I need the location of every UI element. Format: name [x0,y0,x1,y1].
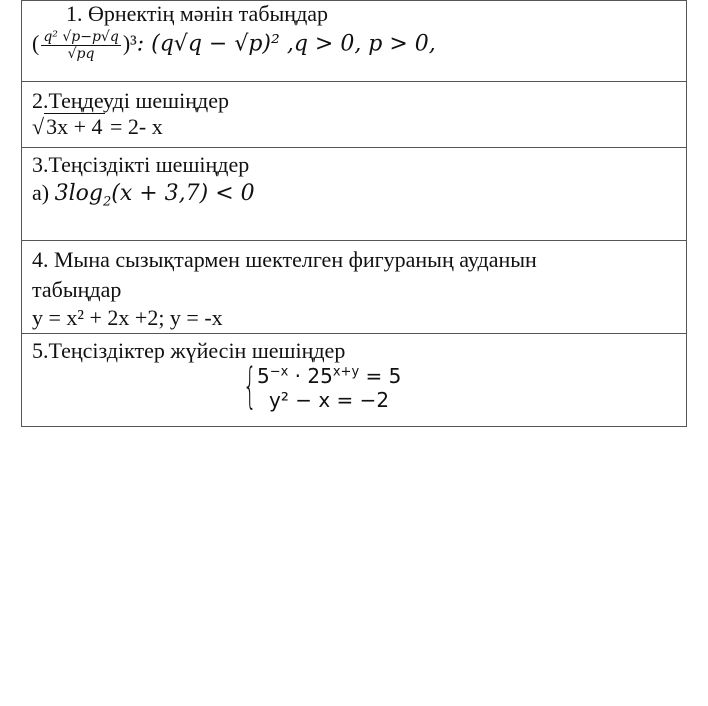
sqrt-sign: √ [32,114,45,139]
system-line-1 [257,364,686,388]
task-row-1 [22,1,687,82]
system-rhs-1: = 5 [359,364,402,388]
task-row-4 [22,241,687,334]
system-brace: { [243,358,257,414]
task-4-title-line-2: табыңдар [32,277,122,302]
task-2-equation [32,114,686,140]
task-1-rest: : (q√q − √p)² ,q > 0, p > 0, [136,31,436,57]
task-4-functions: y = x² + 2x +2; y = -x [32,305,223,330]
task-3-prefix: а) [32,180,55,205]
task-cell-3 [22,148,687,241]
tasks-table [21,0,687,427]
task-2-title: 2.Теңдеуді шешіңдер [32,88,229,113]
system-mid: · 25 [288,364,333,388]
task-1-expression [32,29,686,62]
task-5-system [243,358,686,414]
task-1-fraction [41,29,120,62]
task-row-5 [22,334,687,427]
task-3-title: 3.Теңсіздікті шешіңдер [32,152,250,177]
task-1-title: 1. Өрнектің мәнін табыңдар [66,1,329,26]
task-3-inequality [32,180,686,210]
task-3-tail: (x + 3,7) < 0 [111,181,255,206]
system-line-2: y² − x = −2 [269,388,390,412]
task-2-rhs: = 2- x [110,114,163,139]
task-2-radicand: 3x + 4 [46,114,103,139]
system-exp-1: −x [269,364,289,380]
task-1-denominator: √pq [67,46,95,62]
task-cell-4 [22,241,687,334]
task-4-title-line-1: 4. Мына сызықтармен шектелген фигураның ауданын [32,247,537,272]
task-row-2 [22,82,687,148]
task-row-3 [22,148,687,241]
task-5-title: 5.Теңсіздіктер жүйесін шешіңдер [32,338,346,363]
task-cell-5 [22,334,687,427]
task-3-log-base: 2 [102,194,112,210]
task-cell-2 [22,82,687,148]
task-1-numerator: q² √p−p√q [43,29,119,45]
task-1-open-paren: ( [32,30,40,56]
task-1-close-power: )³ [122,30,137,56]
system-exp-2: x+y [332,364,360,380]
task-cell-1 [22,1,687,82]
system-base-1: 5 [257,364,270,388]
task-3-log: 3log [54,181,103,206]
